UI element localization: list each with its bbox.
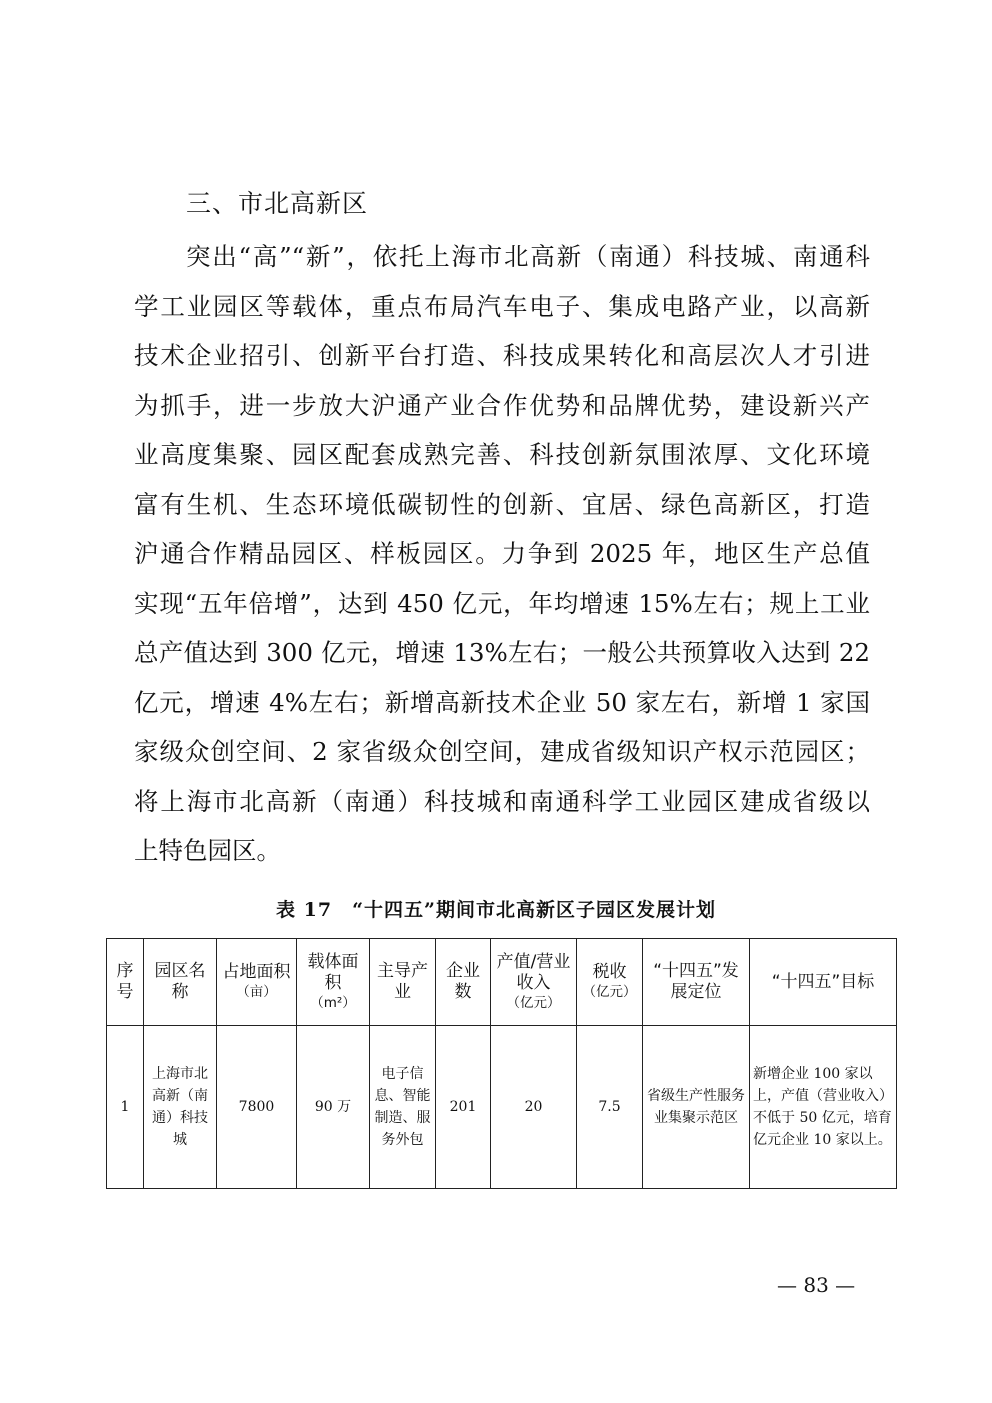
page-number: — 83 —	[777, 1273, 856, 1297]
header-label: 占地面积	[222, 962, 291, 982]
section-heading: 三、市北高新区	[186, 189, 369, 218]
header-tax	[577, 939, 643, 1026]
cell-revenue: 20	[491, 1026, 577, 1189]
header-park-name	[144, 939, 217, 1026]
cell-positioning: 省级生产性服务业集聚示范区	[643, 1026, 750, 1189]
body-paragraph	[134, 232, 870, 876]
header-unit: （m²）	[310, 994, 356, 1011]
paragraph-line: 实现“五年倍增”，达到 450 亿元，年均增速 15%左右；规上工业	[134, 588, 870, 618]
header-land-area	[217, 939, 297, 1026]
header-enterprise-count	[436, 939, 491, 1026]
table-header-row	[107, 939, 897, 1026]
cell-carrier-area: 90 万	[297, 1026, 370, 1189]
header-positioning	[643, 939, 750, 1026]
header-label: 主导产业	[377, 961, 428, 1002]
header-label: 序号	[116, 961, 134, 1002]
paragraph-line: 家级众创空间、2 家省级众创空间，建成省级知识产权示范园区；	[134, 737, 870, 766]
header-label: “十四五”目标	[771, 971, 875, 992]
paragraph-line: 富有生机、生态环境低碳韧性的创新、宜居、绿色高新区，打造	[134, 489, 870, 519]
paragraph-line: 业高度集聚、园区配套成熟完善、科技创新氛围浓厚、文化环境	[134, 440, 870, 469]
paragraph-line: 将上海市北高新（南通）科技城和南通科学工业园区建成省级以	[134, 786, 870, 816]
paragraph-line: 突出“高”“新”，依托上海市北高新（南通）科技城、南通科	[186, 242, 870, 271]
paragraph-line: 学工业园区等载体，重点布局汽车电子、集成电路产业，以高新	[134, 291, 870, 321]
paragraph-line: 亿元，增速 4%左右；新增高新技术企业 50 家左右，新增 1 家国	[134, 687, 870, 717]
header-label: 园区名称	[154, 961, 206, 1002]
development-plan-table	[106, 938, 897, 1189]
header-leading-industry	[370, 939, 436, 1026]
cell-land-area: 7800	[217, 1026, 297, 1189]
cell-target: 新增企业 100 家以上，产值（营业收入）不低于 50 亿元，培育亿元企业 10 家以上。	[750, 1026, 897, 1189]
table-caption: 表 17 “十四五”期间市北高新区子园区发展计划	[276, 899, 716, 921]
paragraph-line: 总产值达到 300 亿元，增速 13%左右；一般公共预算收入达到 22	[134, 638, 870, 667]
table-row	[107, 1026, 897, 1189]
header-index	[107, 939, 144, 1026]
cell-index: 1	[107, 1026, 144, 1189]
paragraph-line: 上特色园区。	[134, 836, 281, 865]
header-label: 企业数	[446, 961, 480, 1002]
header-label: 税收	[592, 962, 627, 982]
header-revenue	[491, 939, 577, 1026]
paragraph-line: 为抓手，进一步放大沪通产业合作优势和品牌优势，建设新兴产	[134, 390, 870, 420]
cell-park-name: 上海市北高新（南通）科技城	[144, 1026, 217, 1189]
header-label: 产值/营业收入	[496, 951, 571, 993]
header-target	[750, 939, 897, 1026]
header-label: 载体面积	[307, 951, 359, 993]
header-unit: （亿元）	[582, 984, 637, 1000]
header-unit: （亩）	[236, 984, 277, 1000]
cell-enterprise-count: 201	[436, 1026, 491, 1189]
header-unit: （亿元）	[506, 994, 561, 1011]
header-carrier-area	[297, 939, 370, 1026]
paragraph-line: 沪通合作精品园区、样板园区。力争到 2025 年，地区生产总值	[134, 539, 870, 568]
header-label: “十四五”发展定位	[653, 961, 739, 1002]
paragraph-line: 技术企业招引、创新平台打造、科技成果转化和高层次人才引进	[134, 341, 870, 370]
cell-tax: 7.5	[577, 1026, 643, 1189]
cell-leading-industry: 电子信息、智能制造、服务外包	[370, 1026, 436, 1189]
